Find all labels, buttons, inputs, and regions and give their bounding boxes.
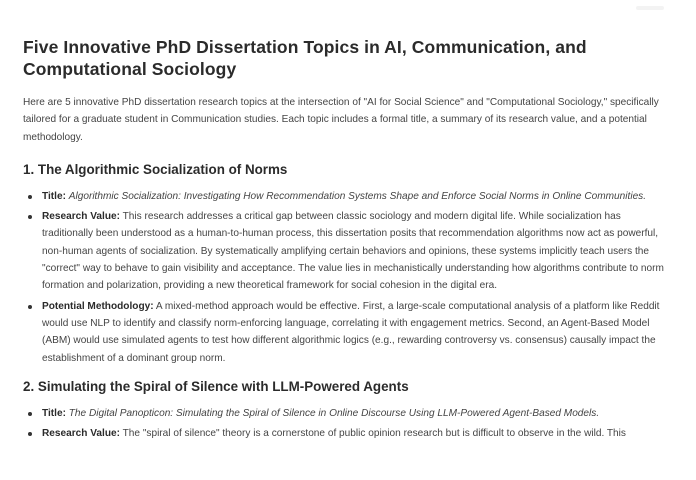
intro-paragraph: Here are 5 innovative PhD dissertation research topics at the intersection of "AI for Social Science" and "Computational Sociology," specifically tailored for a graduate student in Communication studies. Each topic includes a formal title, a summary of its research value, and a potential methodology. — [23, 97, 659, 143]
list-item-title — [42, 188, 673, 205]
section-1-list — [23, 188, 673, 367]
item-text: A mixed-method approach would be effective. First, a large-scale computational analysis of a platform like Reddit would use NLP to identify and classify norm-enforcing language, correlating it with engagement metrics. Second, an Agent-Based Model (ABM) would use simulated agents to test how different algorithmic logics (e.g., rewarding controversy vs. consensus) causally impact the establishment of a dominant group norm. — [42, 300, 660, 364]
document-body — [23, 36, 673, 445]
item-text: The Digital Panopticon: Simulating the Spiral of Silence in Online Discourse Using LLM-Powered Agent-Based Models. — [68, 407, 600, 419]
item-label: Potential Methodology: — [42, 300, 154, 312]
item-label: Research Value: — [42, 211, 120, 223]
section-heading-2: 2. Simulating the Spiral of Silence with LLM-Powered Agents — [23, 378, 409, 394]
page-title: Five Innovative PhD Dissertation Topics in AI, Communication, and Computational Sociology — [23, 37, 587, 79]
item-label: Research Value: — [42, 428, 120, 440]
item-text: Algorithmic Socialization: Investigating How Recommendation Systems Shape and Enforce Social Norms in Online Communities. — [68, 190, 647, 202]
item-text: This research addresses a critical gap between classic sociology and modern digital life. While socialization has traditionally been understood as a human-to-human process, this dissertation posits that recommendation algorithms now act as powerful, non-human agents of socialization. By systematically amplifying certain behaviors and opinions, these systems implicitly teach users the "correct" way to behave to gain visibility and acceptance. The value lies in mechanistically understanding how algorithms contribute to norm formation and polarization, providing a new theoretical framework for social cohesion in the digital era. — [42, 211, 664, 292]
top-scroll-indicator — [636, 6, 664, 10]
item-label: Title: — [42, 407, 66, 419]
section-heading-1: 1. The Algorithmic Socialization of Norms — [23, 161, 288, 177]
list-item-title — [42, 405, 673, 422]
section-2-list — [23, 405, 673, 443]
item-text: The "spiral of silence" theory is a cornerstone of public opinion research but is difficult to observe in the wild. This — [122, 428, 626, 440]
list-item-research-value — [42, 425, 673, 442]
bottom-cutoff — [0, 446, 696, 480]
list-item-research-value — [42, 208, 673, 294]
item-label: Title: — [42, 190, 66, 202]
list-item-methodology — [42, 298, 673, 367]
